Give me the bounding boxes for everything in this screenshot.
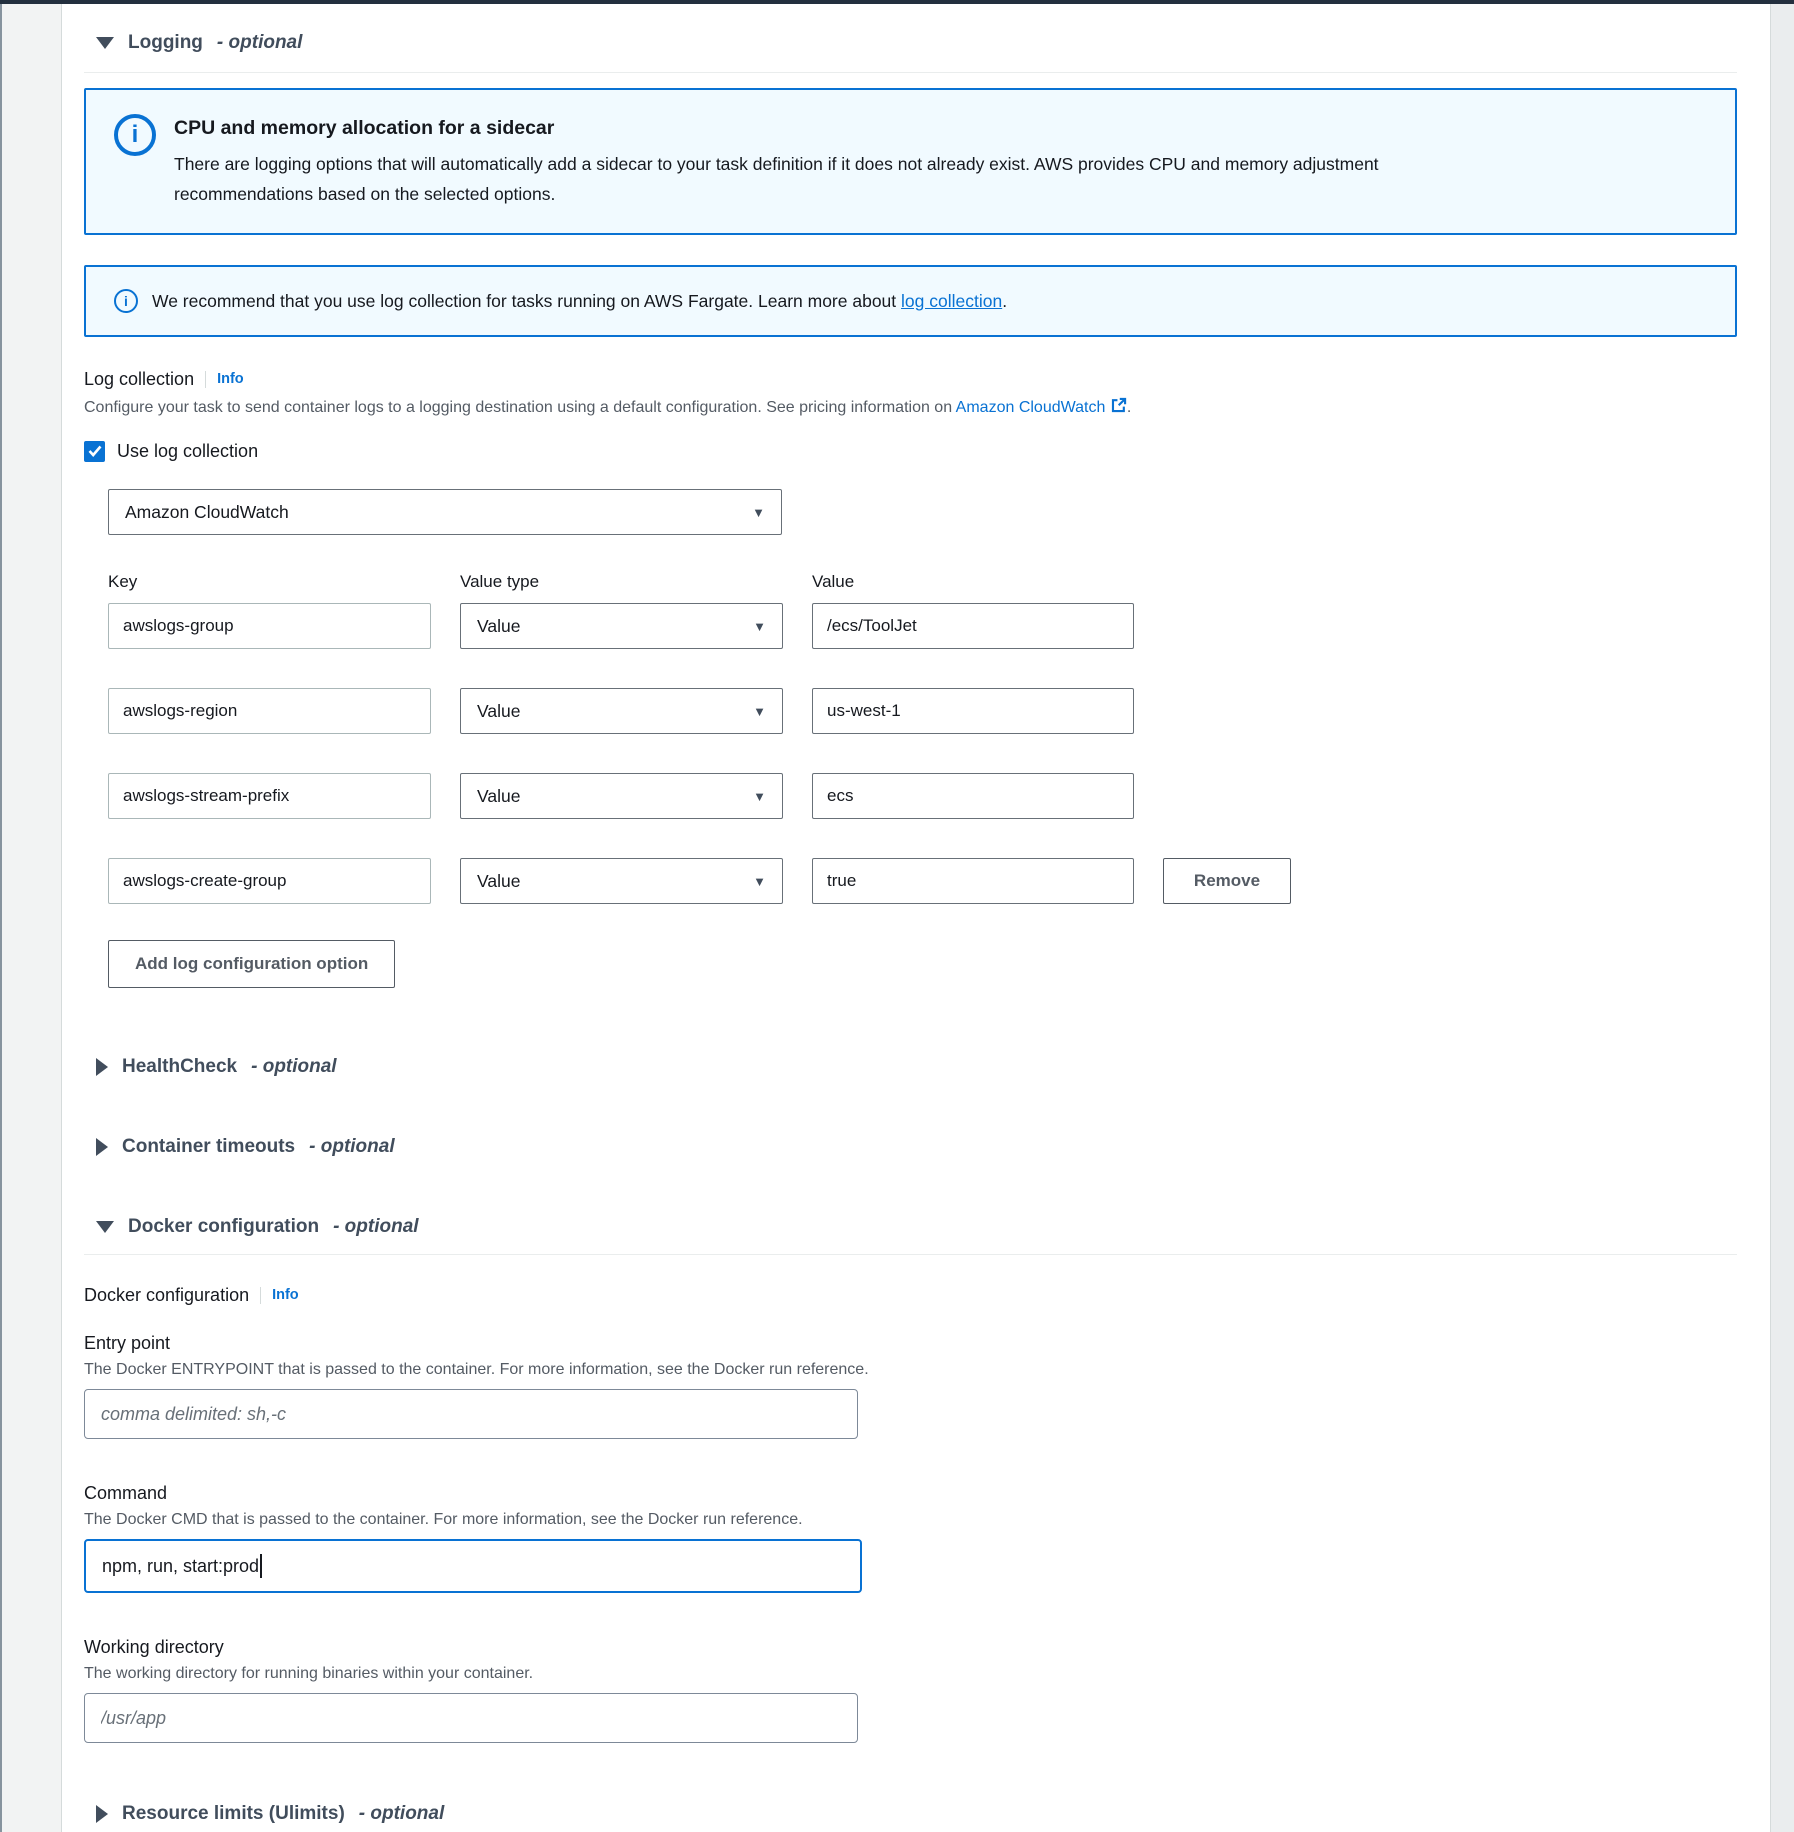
value-type-select[interactable] — [460, 603, 783, 649]
description-text: Configure your task to send container logs to a logging destination using a default configuration. See pricing information on — [84, 399, 956, 416]
log-collection-recommendation-alert — [84, 265, 1737, 337]
section-optional-label: - optional — [251, 1056, 337, 1077]
section-optional-label: - optional — [309, 1136, 395, 1157]
entry-point-description: The Docker ENTRYPOINT that is passed to the container. For more information, see the Docker run reference. — [84, 1361, 869, 1378]
alert-text-before: We recommend that you use log collection for tasks running on AWS Fargate. Learn more about — [152, 290, 902, 311]
external-link-icon — [1110, 397, 1127, 414]
divider — [84, 72, 1737, 73]
use-log-collection-option[interactable] — [84, 439, 1737, 463]
entry-point-input[interactable] — [84, 1389, 858, 1439]
sidecar-info-alert — [84, 88, 1737, 235]
key-input[interactable] — [108, 773, 431, 819]
key-input[interactable] — [108, 603, 431, 649]
alert-title: CPU and memory allocation for a sidecar — [174, 117, 555, 139]
description-text-end: . — [1126, 399, 1132, 416]
working-directory-label: Working directory — [84, 1637, 224, 1657]
info-link[interactable]: Info — [272, 1287, 299, 1303]
value-input[interactable] — [812, 858, 1134, 904]
log-collection-description — [84, 397, 1737, 419]
docker-configuration-label: Docker configuration — [84, 1284, 250, 1305]
checkbox-checked-icon[interactable] — [84, 441, 105, 462]
section-header-docker-configuration[interactable] — [96, 1212, 1737, 1242]
alert-text-after: . — [1002, 290, 1008, 311]
section-header-container-timeouts[interactable] — [96, 1132, 1737, 1162]
selected-value: Value — [477, 700, 521, 721]
table-row — [108, 688, 1737, 734]
docker-configuration-label-row — [84, 1283, 1737, 1307]
log-destination-select[interactable] — [108, 489, 782, 535]
working-directory-input[interactable] — [84, 1693, 858, 1743]
add-log-configuration-option-button[interactable]: Add log configuration option — [108, 940, 395, 988]
chevron-down-icon — [96, 1221, 114, 1233]
alert-content — [174, 114, 1444, 209]
dropdown-caret-icon: ▼ — [752, 504, 765, 520]
section-title: Resource limits (Ulimits) — [122, 1803, 345, 1824]
entry-point-label: Entry point — [84, 1333, 171, 1353]
section-title: HealthCheck — [122, 1056, 238, 1077]
value-input[interactable] — [812, 688, 1134, 734]
key-input[interactable] — [108, 688, 431, 734]
divider — [84, 1254, 1737, 1255]
kv-table-header — [108, 571, 1737, 593]
dropdown-caret-icon: ▼ — [753, 873, 766, 889]
section-optional-label: - optional — [216, 32, 303, 53]
info-link[interactable]: Info — [217, 371, 244, 387]
key-input[interactable] — [108, 858, 431, 904]
working-directory-description: The working directory for running binaries within your container. — [84, 1665, 534, 1682]
command-value: npm, run, start:prod — [102, 1555, 260, 1576]
column-header-value: Value — [812, 572, 855, 591]
divider — [205, 371, 206, 388]
chevron-down-icon — [96, 37, 114, 49]
selected-value: Value — [477, 785, 521, 806]
selected-value: Amazon CloudWatch — [125, 501, 289, 522]
value-type-select[interactable] — [460, 773, 783, 819]
column-header-value-type: Value type — [460, 572, 540, 591]
log-collection-label: Log collection — [84, 368, 195, 389]
table-row — [108, 858, 1737, 904]
value-type-select[interactable] — [460, 688, 783, 734]
amazon-cloudwatch-link[interactable]: Amazon CloudWatch — [955, 399, 1106, 416]
chevron-right-icon — [96, 1138, 108, 1156]
alert-body: There are logging options that will automatically add a sidecar to your task definition if it does not already exist. AWS provides CPU and memory adjustment recommendations based on the selected options. — [174, 154, 1379, 204]
task-definition-form — [62, 4, 1770, 1832]
section-optional-label: - optional — [358, 1803, 445, 1824]
dropdown-caret-icon: ▼ — [753, 788, 766, 804]
checkbox-label: Use log collection — [117, 440, 259, 461]
section-title: Docker configuration — [128, 1216, 320, 1237]
value-input[interactable] — [812, 603, 1134, 649]
text-cursor — [260, 1554, 262, 1578]
divider — [260, 1287, 261, 1304]
command-label: Command — [84, 1483, 168, 1503]
chevron-right-icon — [96, 1058, 108, 1076]
section-header-logging[interactable] — [96, 28, 1737, 58]
section-optional-label: - optional — [333, 1216, 419, 1237]
chevron-right-icon — [96, 1805, 108, 1823]
section-title: Logging — [128, 32, 203, 53]
table-row — [108, 603, 1737, 649]
section-title: Container timeouts — [122, 1136, 296, 1157]
log-collection-link[interactable]: log collection — [901, 290, 1003, 311]
selected-value: Value — [477, 870, 521, 891]
section-header-resource-limits[interactable] — [96, 1799, 1737, 1829]
value-type-select[interactable] — [460, 858, 783, 904]
log-collection-label-row — [84, 367, 1737, 391]
info-circle-icon: i — [114, 114, 156, 156]
command-input[interactable] — [84, 1539, 862, 1593]
alert-text — [152, 291, 1007, 312]
remove-row-button[interactable]: Remove — [1163, 858, 1291, 904]
info-circle-icon: i — [114, 289, 138, 313]
command-description: The Docker CMD that is passed to the container. For more information, see the Docker run reference. — [84, 1511, 803, 1528]
browser-top-bar — [0, 0, 1794, 4]
left-gutter — [0, 4, 62, 1832]
table-row — [108, 773, 1737, 819]
dropdown-caret-icon: ▼ — [753, 703, 766, 719]
column-header-key: Key — [108, 572, 138, 591]
section-header-healthcheck[interactable] — [96, 1052, 1737, 1082]
dropdown-caret-icon: ▼ — [753, 618, 766, 634]
right-scrollbar-track[interactable] — [1770, 4, 1794, 1832]
selected-value: Value — [477, 615, 521, 636]
value-input[interactable] — [812, 773, 1134, 819]
